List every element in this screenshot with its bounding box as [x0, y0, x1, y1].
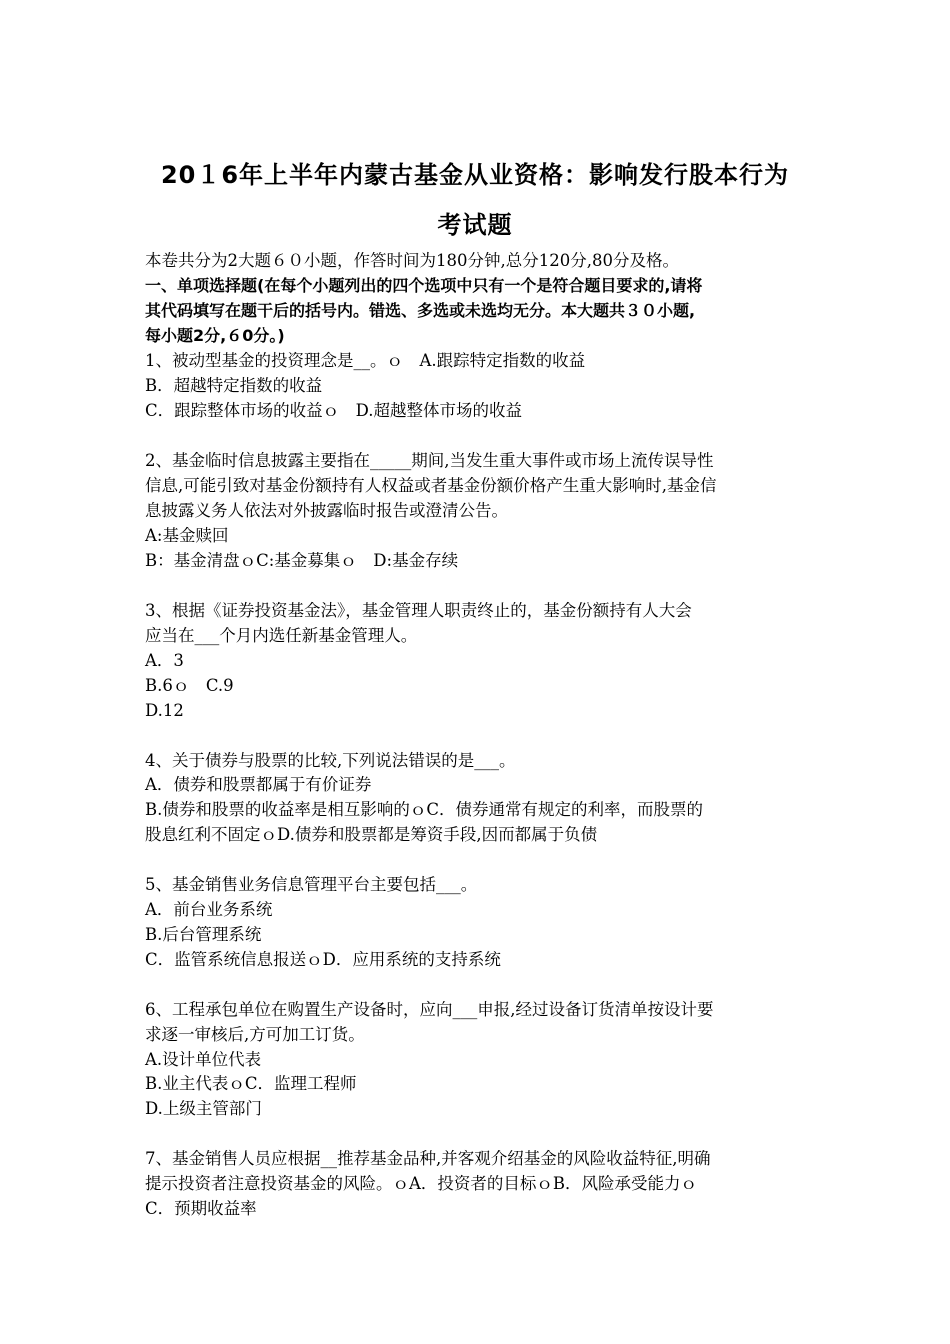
intro-text: 本卷共分为2大题６０小题，作答时间为180分钟,总分120分,80分及格。	[145, 251, 679, 270]
question-3-line-4: B.6ｏ C.9	[145, 676, 234, 695]
question-6-line-2: 求逐一审核后,方可加工订货。	[145, 1025, 365, 1044]
question-1-line-3: C．跟踪整体市场的收益ｏ D.超越整体市场的收益	[145, 401, 523, 420]
question-3-line-2: 应当在___个月内选任新基金管理人。	[145, 626, 418, 645]
document-title-line-1: 20１6年上半年内蒙古基金从业资格：影响发行股本行为	[160, 161, 790, 189]
document-title-line-2: 考试题	[437, 211, 513, 239]
question-3-line-1: 3、根据《证券投资基金法》，基金管理人职责终止的，基金份额持有人大会	[145, 601, 692, 620]
question-6-line-4: B.业主代表ｏC．监理工程师	[145, 1074, 357, 1093]
question-2-line-3: 息披露义务人依法对外披露临时报告或澄清公告。	[145, 501, 508, 520]
question-4-line-2: A．债券和股票都属于有价证券	[145, 775, 372, 794]
question-6-line-5: D.上级主管部门	[145, 1099, 262, 1118]
question-7-line-3: C．预期收益率	[145, 1199, 257, 1218]
section-heading-line-3: 每小题2分,６0分。)	[145, 326, 285, 345]
section-heading-line-2: 其代码填写在题干后的括号内。错选、多选或未选均无分。本大题共３０小题,	[145, 301, 696, 320]
question-7-line-2: 提示投资者注意投资基金的风险。ｏA．投资者的目标ｏB．风险承受能力ｏ	[145, 1174, 698, 1193]
question-5-line-1: 5、基金销售业务信息管理平台主要包括___。	[145, 875, 478, 894]
question-1-line-1: 1、被动型基金的投资理念是__。ｏ A.跟踪特定指数的收益	[145, 351, 586, 370]
question-4-line-4: 股息红利不固定ｏD.债券和股票都是筹资手段,因而都属于负债	[145, 825, 598, 844]
question-7-line-1: 7、基金销售人员应根据__推荐基金品种,并客观介绍基金的风险收益特征,明确	[145, 1149, 711, 1168]
question-4-line-1: 4、关于债券与股票的比较,下列说法错误的是___。	[145, 751, 516, 770]
question-5-line-3: B.后台管理系统	[145, 925, 262, 944]
question-6-line-3: A.设计单位代表	[145, 1050, 262, 1069]
question-2-line-1: 2、基金临时信息披露主要指在_____期间,当发生重大事件或市场上流传误导性	[145, 451, 714, 470]
question-2-line-5: B：基金清盘ｏC:基金募集ｏ D:基金存续	[145, 551, 459, 570]
question-6-line-1: 6、工程承包单位在购置生产设备时，应向___申报,经过设备订货清单按设计要	[145, 1000, 714, 1019]
question-2-line-4: A:基金赎回	[145, 526, 229, 545]
question-3-line-3: A．3	[145, 651, 184, 670]
question-3-line-5: D.12	[145, 701, 184, 720]
question-4-line-3: B.债券和股票的收益率是相互影响的ｏC．债券通常有规定的利率，而股票的	[145, 800, 703, 819]
question-1-line-2: B．超越特定指数的收益	[145, 376, 323, 395]
section-heading-line-1: 一、单项选择题(在每个小题列出的四个选项中只有一个是符合题目要求的,请将	[145, 276, 703, 295]
question-5-line-2: A．前台业务系统	[145, 900, 273, 919]
question-5-line-4: C．监管系统信息报送ｏD．应用系统的支持系统	[145, 950, 501, 969]
question-2-line-2: 信息,可能引致对基金份额持有人权益或者基金份额价格产生重大影响时,基金信	[145, 476, 717, 495]
